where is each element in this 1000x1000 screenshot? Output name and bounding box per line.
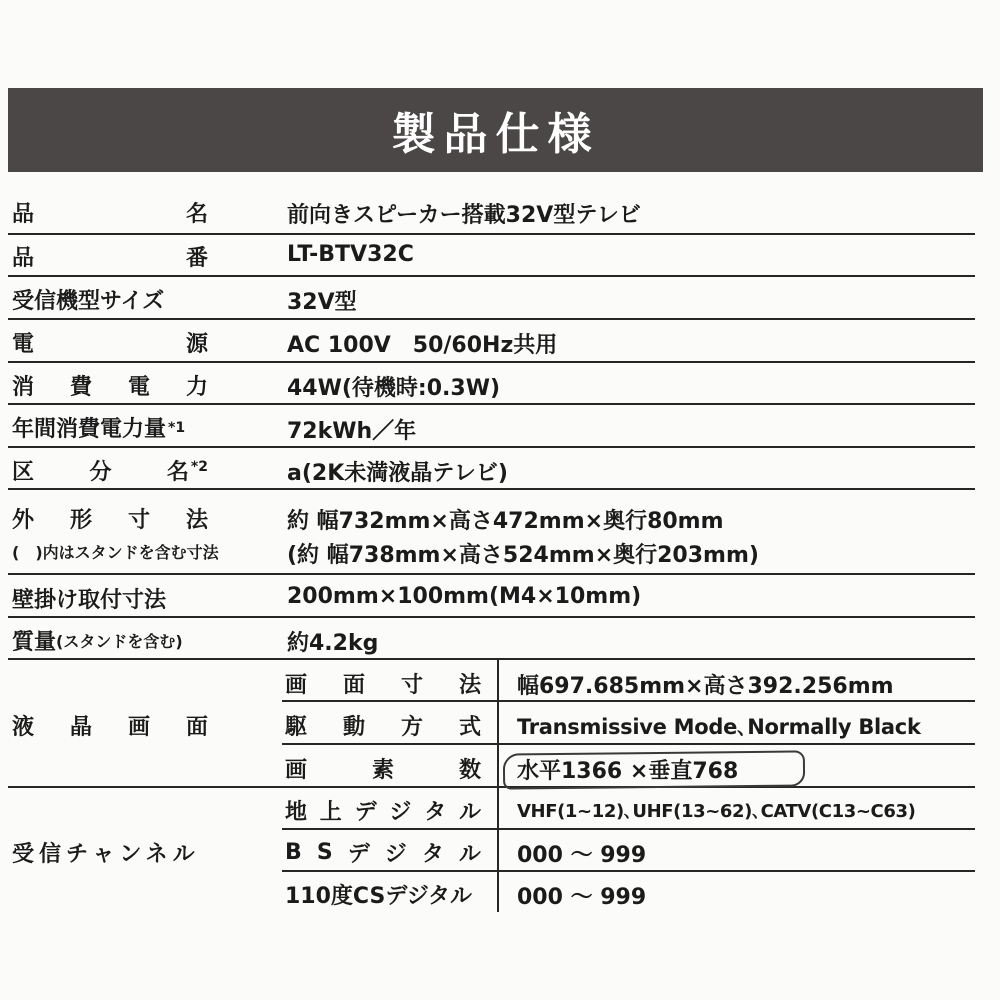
row-divider bbox=[8, 616, 975, 618]
row-divider bbox=[8, 403, 975, 405]
row-divider bbox=[8, 658, 975, 660]
footnote-mark: *2 bbox=[190, 458, 208, 475]
label-weight: 質量 (スタンドを含む) bbox=[12, 630, 183, 655]
row-divider bbox=[8, 488, 975, 490]
value-screen-size: 32V型 bbox=[287, 290, 357, 315]
value-product-name: 前向きスピーカー搭載32V型テレビ bbox=[287, 203, 641, 228]
label-bs-digital: B S デ ジ タ ル bbox=[285, 840, 481, 867]
row-divider bbox=[8, 573, 975, 575]
label-dimensions-note: ( )内はスタンドを含む寸法 bbox=[12, 543, 219, 562]
value-category: a(2K未満液晶テレビ) bbox=[287, 461, 508, 486]
column-divider bbox=[497, 788, 499, 912]
row-divider bbox=[8, 275, 975, 277]
hand-drawn-circle bbox=[503, 750, 805, 789]
label-power-consumption: 消 費 電 力 bbox=[12, 375, 208, 400]
value-wall-mount: 200mm×100mm(M4×10mm) bbox=[287, 584, 642, 609]
row-divider bbox=[8, 786, 975, 788]
footnote-mark: *1 bbox=[168, 419, 186, 436]
value-power-consumption: 44W(待機時:0.3W) bbox=[287, 376, 501, 401]
sub-row-divider bbox=[282, 870, 975, 872]
value-pixel-count: 水平1366 ×垂直768 bbox=[517, 759, 739, 784]
value-screen-dimensions: 幅697.685mm×高さ392.256mm bbox=[517, 674, 894, 699]
label-lcd-panel: 液 晶 画 面 bbox=[12, 715, 208, 740]
value-bs-digital: 000 ～ 999 bbox=[517, 843, 647, 868]
sub-row-divider bbox=[282, 743, 975, 745]
value-weight: 約4.2kg bbox=[287, 631, 379, 656]
label-model: 品 番 bbox=[12, 246, 208, 271]
row-divider bbox=[8, 446, 975, 448]
value-dimensions-with-stand: (約 幅738mm×高さ524mm×奥行203mm) bbox=[287, 543, 759, 568]
label-drive-mode: 駆 動 方 式 bbox=[285, 715, 481, 740]
label-wall-mount: 壁掛け取付寸法 bbox=[12, 588, 167, 613]
row-divider bbox=[8, 318, 975, 320]
label-dimensions: 外 形 寸 法 bbox=[12, 508, 208, 533]
label-category: 区 分 名 $^{*2}$ bbox=[12, 458, 208, 485]
label-product-name: 品 名 bbox=[12, 202, 208, 227]
label-annual-consumption: 年間消費電力量 *1 bbox=[12, 417, 186, 442]
label-110cs-digital: 110度CSデジタル bbox=[285, 884, 473, 909]
value-model: LT-BTV32C bbox=[287, 242, 414, 267]
row-divider bbox=[8, 233, 975, 235]
value-annual-consumption: 72kWh／年 bbox=[287, 419, 417, 444]
value-power: AC 100V 50/60Hz共用 bbox=[287, 333, 558, 358]
label-power: 電 源 bbox=[12, 332, 208, 357]
sub-row-divider bbox=[282, 828, 975, 830]
label-terrestrial-digital: 地 上 デ ジ タ ル bbox=[285, 800, 481, 825]
value-terrestrial-digital: VHF(1~12)､UHF(13~62)､CATV(C13~C63) bbox=[517, 801, 916, 822]
value-110cs-digital: 000 ～ 999 bbox=[517, 885, 647, 910]
label-receiving-channels: 受信チャンネル bbox=[12, 842, 200, 867]
label-screen-size: 受信機型サイズ bbox=[12, 289, 165, 314]
column-divider bbox=[497, 660, 499, 786]
value-dimensions: 約 幅732mm×高さ472mm×奥行80mm bbox=[287, 509, 724, 534]
page-title: 製品仕様 bbox=[391, 109, 600, 160]
spec-title-banner bbox=[8, 88, 983, 172]
label-screen-dimensions: 画 面 寸 法 bbox=[285, 673, 481, 698]
sub-row-divider bbox=[282, 700, 975, 702]
label-pixel-count: 画 素 数 bbox=[285, 758, 481, 783]
value-drive-mode: Transmissive Mode､Normally Black bbox=[517, 715, 921, 739]
row-divider bbox=[8, 361, 975, 363]
